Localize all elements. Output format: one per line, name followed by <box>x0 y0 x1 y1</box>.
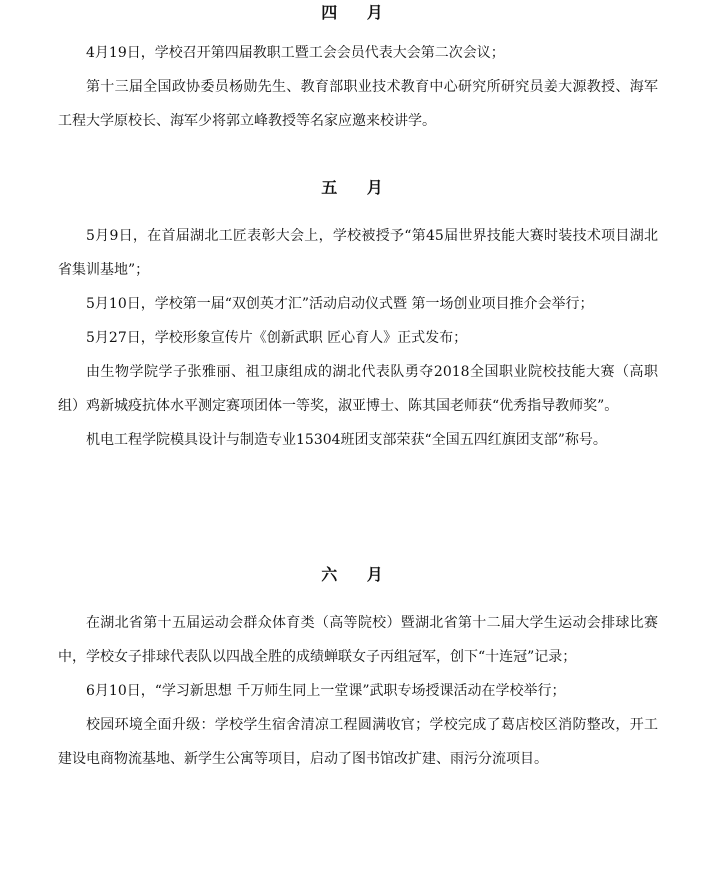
section-heading: 六 月 <box>321 565 395 584</box>
paragraph: 4月19日，学校召开第四届教职工暨工会会员代表大会第二次会议； <box>86 45 505 61</box>
section-heading: 四 月 <box>321 3 395 22</box>
section-april <box>58 0 658 138</box>
paragraph: 第十三届全国政协委员杨勋先生、教育部职业技术教育中心研究所研究员姜大源教授、海军工程大学原校长、海军少将郭立峰教授等名家应邀来校讲学。 <box>58 79 658 129</box>
paragraph: 在湖北省第十五届运动会群众体育类（高等院校）暨湖北省第十二届大学生运动会排球比赛中，学校女子排球代表队以四战全胜的成绩蝉联女子丙组冠军，创下“十连冠”记录； <box>58 615 658 665</box>
paragraph: 5月10日，学校第一届“双创英才汇”活动启动仪式暨 第一场创业项目推介会举行； <box>86 296 594 312</box>
paragraph: 5月9日，在首届湖北工匠表彰大会上，学校被授予“第45届世界技能大赛时装技术项目湖北省集训基地”； <box>58 228 658 278</box>
section-may <box>58 175 658 457</box>
paragraph: 5月27日，学校形象宣传片《创新武职 匠心育人》正式发布； <box>86 330 468 346</box>
section-heading: 五 月 <box>321 178 395 197</box>
paragraph: 由生物学院学子张雅丽、祖卫康组成的湖北代表队勇夺2018全国职业院校技能大赛（高职组）鸡新城疫抗体水平测定赛项团体一等奖，淑亚博士、陈其国老师获“优秀指导教师奖”。 <box>58 364 658 414</box>
paragraph: 6月10日，“学习新思想 千万师生同上一堂课”武职专场授课活动在学校举行； <box>86 683 566 699</box>
section-june <box>58 562 658 776</box>
paragraph: 校园环境全面升级：学校学生宿舍清凉工程圆满收官；学校完成了葛店校区消防整改，开工建设电商物流基地、新学生公寓等项目，启动了图书馆改扩建、雨污分流项目。 <box>58 717 658 767</box>
paragraph: 机电工程学院模具设计与制造专业15304班团支部荣获“全国五四红旗团支部”称号。 <box>86 432 607 448</box>
